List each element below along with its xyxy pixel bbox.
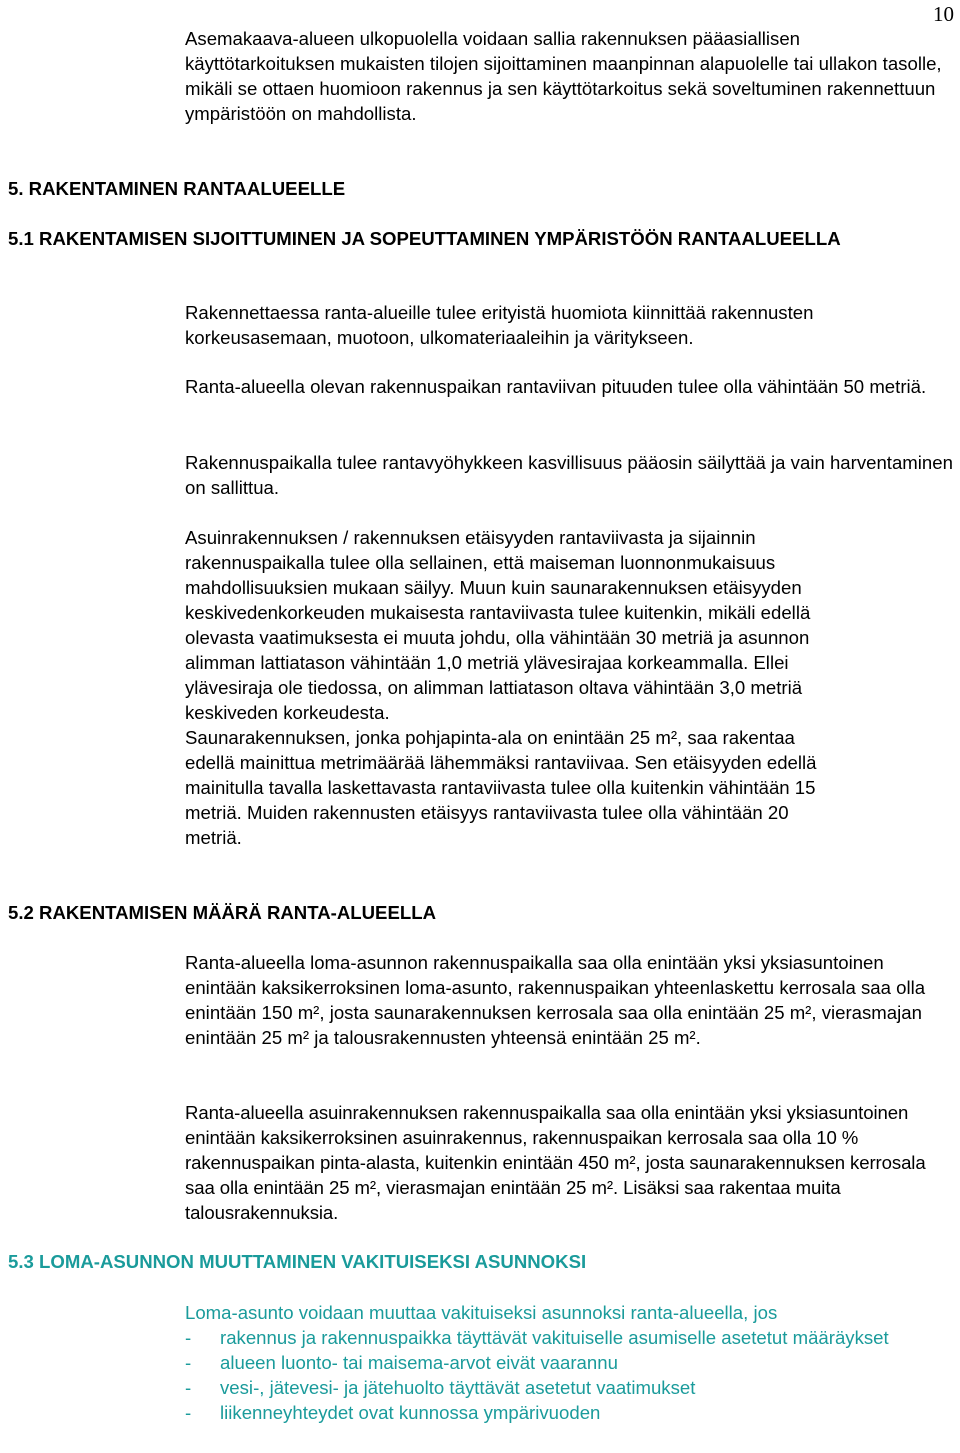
paragraph-text: Ranta-alueella loma-asunnon rakennuspaikalla saa olla enintään yksi yksiasuntoinen enintään kaksikerroksinen loma-asunto, rakennuspaikan yhteenlaskettu kerrosala saa olla enintään 150 m², josta saunarakennuksen kerrosala saa olla enintään 25 m², vierasmajan enintään 25 m² ja talousrakennusten yhteensä enintään 25 m². (185, 952, 926, 1048)
paragraph-text: Rakennettaessa ranta-alueille tulee erityistä huomiota kiinnittää rakennusten korkeusasemaan, muotoon, ulkomateriaaleihin ja väritykseen. (185, 302, 814, 348)
paragraph-line: edellä mainittua metrimäärää lähemmäksi rantaviivaa. Sen etäisyyden edellä (185, 752, 817, 773)
paragraph-line: olevasta vaatimuksesta ei muuta johdu, olla vähintään 30 metriä ja asunnon (185, 627, 810, 648)
list-item (185, 1325, 960, 1350)
section-5-heading: 5. RAKENTAMINEN RANTAALUEELLE (8, 178, 346, 199)
list-item-text: vesi-, jätevesi- ja jätehuolto täyttävät asetetut vaatimukset (220, 1377, 696, 1398)
section-5-2-heading: 5.2 RAKENTAMISEN MÄÄRÄ RANTA-ALUEELLA (8, 902, 436, 923)
section-5-2-paragraph-1 (185, 950, 960, 1050)
paragraph-line: keskiveden korkeudesta. (185, 702, 390, 723)
section-5-1-paragraph-1 (185, 300, 960, 350)
paragraph-line: metriä. (185, 827, 242, 848)
section-5-1-paragraph-3 (185, 450, 960, 500)
paragraph-text: Rakennuspaikalla tulee rantavyöhykkeen kasvillisuus pääosin säilyttää ja vain harventaminen on sallittua. (185, 452, 953, 498)
list-item-text: alueen luonto- tai maisema-arvot eivät vaarannu (220, 1352, 618, 1373)
list-item (185, 1375, 960, 1400)
section-5-2-paragraph-2 (185, 1100, 960, 1225)
page-number: 10 (933, 2, 954, 26)
section-5-3-heading: 5.3 LOMA-ASUNNON MUUTTAMINEN VAKITUISEKSI ASUNNOKSI (8, 1251, 587, 1272)
paragraph-line: metriä. Muiden rakennusten etäisyys rantaviivasta tulee olla vähintään 20 (185, 802, 789, 823)
section-5-1-paragraph-2 (185, 374, 960, 399)
paragraph-line: mainitulla tavalla laskettavasta rantaviivasta tulee olla kuitenkin vähintään 15 (185, 777, 816, 798)
intro-paragraph: Asemakaava-alueen ulkopuolella voidaan sallia rakennuksen pääasiallisen käyttötarkoituksen mukaisten tilojen sijoittaminen maanpinnan alapuolelle tai ullakon tasolle, mikäli se ottaen huomioon rakennus ja sen käyttötarkoitus sekä soveltuminen rakennettuun ympäristöön on mahdollista. (185, 28, 942, 124)
dash-bullet: - (185, 1352, 192, 1373)
dash-bullet: - (185, 1327, 192, 1348)
paragraph-line: mahdollisuuksien mukaan säilyy. Muun kuin saunarakennuksen etäisyyden (185, 577, 802, 598)
section-5-3-lead: Loma-asunto voidaan muuttaa vakituiseksi asunnoksi ranta-alueella, jos (185, 1302, 778, 1323)
paragraph-text: Ranta-alueella asuinrakennuksen rakennuspaikalla saa olla enintään yksi yksiasuntoinen enintään kaksikerroksinen asuinrakennus, rakennuspaikan kerrosala saa olla 10 % rakennuspaikan pinta-alasta, kuitenkin enintään 450 m², josta saunarakennuksen kerrosala saa olla enintään 25 m², vierasmajan enintään 25 m². Lisäksi saa rakentaa muita talousrakennuksia. (185, 1102, 926, 1223)
section-5-3-body (185, 1300, 960, 1425)
paragraph-line: Asuinrakennuksen / rakennuksen etäisyyden rantaviivasta ja sijainnin (185, 527, 756, 548)
paragraph-text: Ranta-alueella olevan rakennuspaikan rantaviivan pituuden tulee olla vähintään 50 metriä. (185, 376, 927, 397)
conditions-list (185, 1325, 960, 1425)
dash-bullet: - (185, 1377, 192, 1398)
paragraph-line: rakennuspaikalla tulee olla sellainen, että maiseman luonnonmukaisuus (185, 552, 776, 573)
list-item-text: liikenneyhteydet ovat kunnossa ympärivuoden (220, 1402, 601, 1423)
paragraph-line: alimman lattiatason vähintään 1,0 metriä ylävesirajaa korkeammalla. Ellei (185, 652, 789, 673)
list-item (185, 1350, 960, 1375)
paragraph-line: keskivedenkorkeuden mukaisesta rantaviivasta tulee kuitenkin, mikäli edellä (185, 602, 811, 623)
paragraph-line: ylävesiraja ole tiedossa, on alimman lattiatason oltava vähintään 3,0 metriä (185, 677, 803, 698)
paragraph-line: Saunarakennuksen, jonka pohjapinta-ala on enintään 25 m², saa rakentaa (185, 727, 795, 748)
list-item (185, 1400, 960, 1425)
dash-bullet: - (185, 1402, 192, 1423)
section-5-1-heading: 5.1 RAKENTAMISEN SIJOITTUMINEN JA SOPEUTTAMINEN YMPÄRISTÖÖN RANTAALUEELLA (8, 228, 841, 249)
section-5-1-paragraph-4 (185, 525, 960, 850)
list-item-text: rakennus ja rakennuspaikka täyttävät vakituiselle asumiselle asetetut määräykset (220, 1327, 889, 1348)
